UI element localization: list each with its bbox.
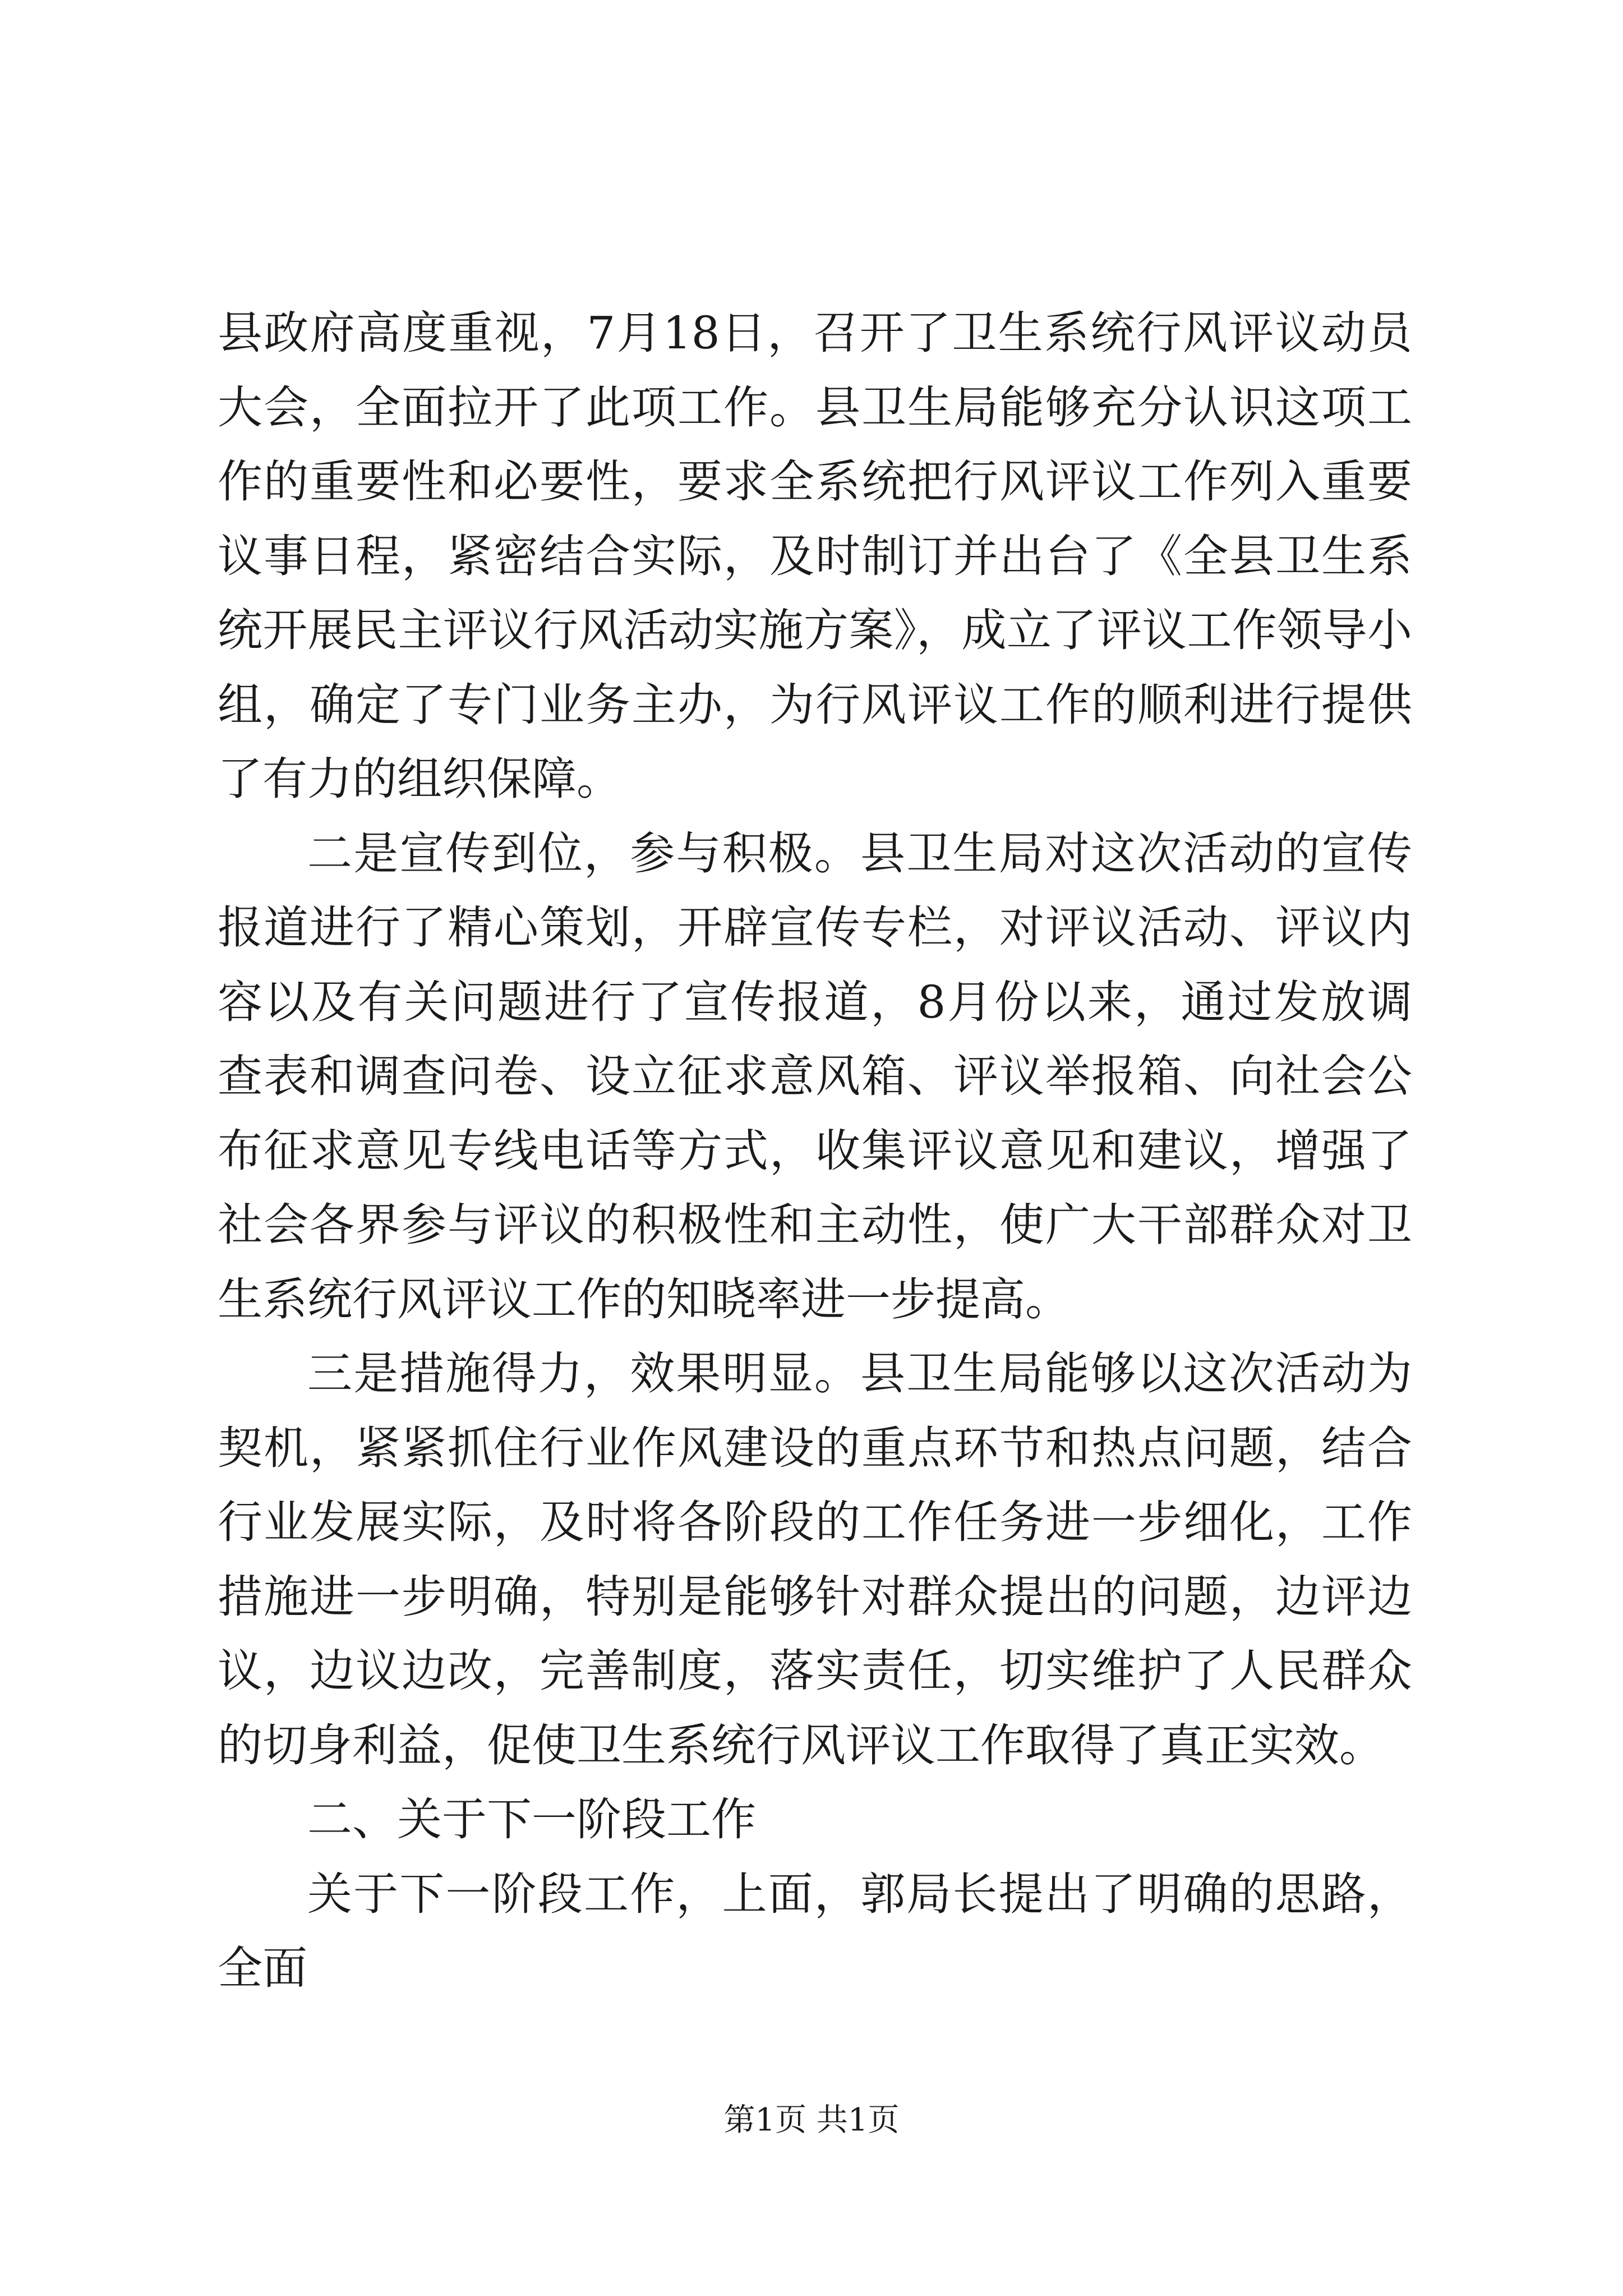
paragraph-2: 二是宣传到位，参与积极。县卫生局对这次活动的宣传报道进行了精心策划，开辟宣传专栏，对评议活动、评议内容以及有关问题进行了宣传报道，8月份以来，通过发放调查表和调查问卷、设立征求意风箱、评议举报箱、向社会公布征求意见专线电话等方式，收集评议意见和建议，增强了社会各界参与评议的积极性和主动性，使广大干部群众对卫生系统行风评议工作的知晓率进一步提高。	[218, 827, 1412, 1326]
document-body	[218, 296, 1412, 2006]
paragraph-5: 关于下一阶段工作，上面，郭局长提出了明确的思路，全面	[218, 1867, 1412, 1994]
paragraph-1: 县政府高度重视，7月18日，召开了卫生系统行风评议动员大会，全面拉开了此项工作。县卫生局能够充分认识这项工作的重要性和必要性，要求全系统把行风评议工作列入重要议事日程，紧密结合实际，及时制订并出台了《全县卫生系统开展民主评议行风活动实施方案》，成立了评议工作领导小组，确定了专门业务主办，为行风评议工作的顺利进行提供了有力的组织保障。	[218, 307, 1412, 805]
page-footer: 第1页 共1页	[723, 2102, 900, 2138]
paragraph-3: 三是措施得力，效果明显。县卫生局能够以这次活动为契机，紧紧抓住行业作风建设的重点环节和热点问题，结合行业发展实际，及时将各阶段的工作任务进一步细化，工作措施进一步明确，特别是能够针对群众提出的问题，边评边议，边议边改，完善制度，落实责任，切实维护了人民群众的切身利益，促使卫生系统行风评议工作取得了真正实效。	[218, 1347, 1412, 1772]
section-heading: 二、关于下一阶段工作	[307, 1793, 756, 1846]
